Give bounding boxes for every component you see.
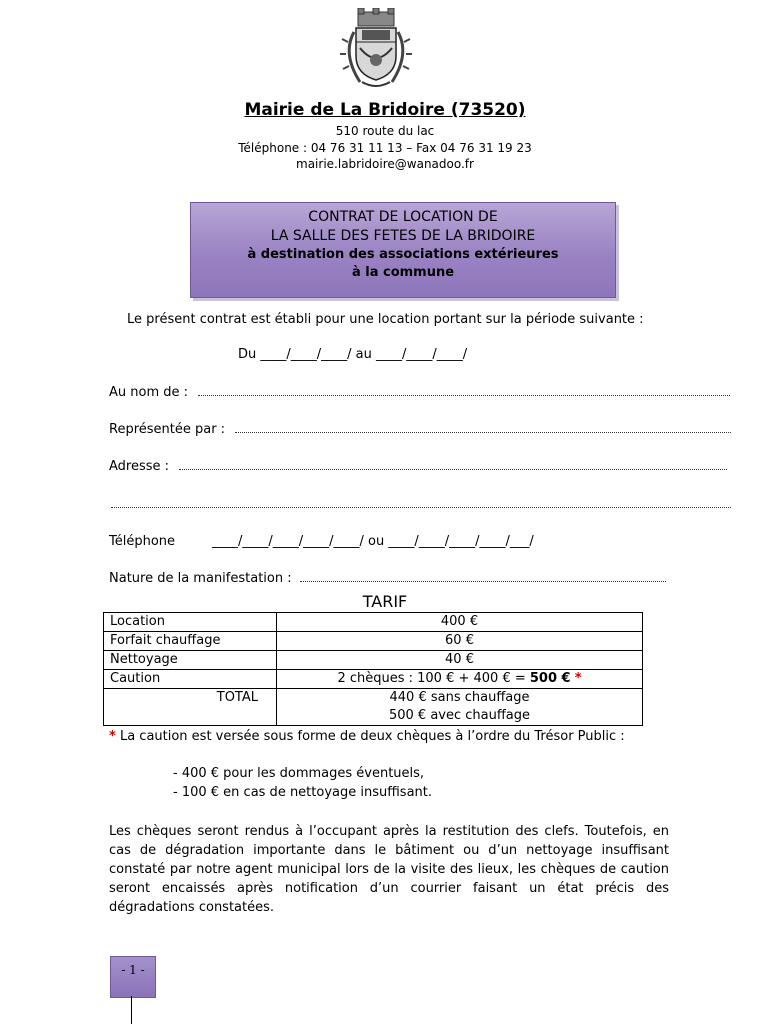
table-row xyxy=(104,670,643,689)
adresse-field-line-2[interactable] xyxy=(111,497,731,512)
nom-row xyxy=(109,385,731,400)
tarif-label: Nettoyage xyxy=(104,651,277,670)
banner-line-3: à destination des associations extérieures xyxy=(247,247,559,262)
representee-label: Représentée par : xyxy=(109,422,226,437)
adresse-row xyxy=(109,459,731,474)
return-paragraph: Les chèques seront rendus à l’occupant après la restitution des clefs. Toutefois, en cas de dégradation importante dans le bâtiment ou d’un nettoyage insuffisant constaté par notre agent municipal lors de la visite des lieux, les chèques de caution seront encaissés après notification d’un courrier faisant un état précis des dégradations constatées. xyxy=(109,824,669,915)
total-value-cell xyxy=(277,689,643,726)
total-line-2: 500 € avec chauffage xyxy=(388,708,531,723)
telephone-row xyxy=(109,534,175,549)
tarif-label: Location xyxy=(104,613,277,632)
caution-value-cell xyxy=(277,670,643,689)
page-number: - 1 - xyxy=(110,956,156,998)
adresse-field-2[interactable] xyxy=(111,497,731,508)
telephone-field[interactable]: ____/____/____/____/____/ ou ____/____/____/____/___/ xyxy=(212,534,534,549)
telephone-label: Téléphone xyxy=(109,534,176,549)
note-star: * xyxy=(109,729,116,744)
caution-star: * xyxy=(574,671,582,686)
table-row xyxy=(104,613,643,632)
caution-label: Caution xyxy=(104,670,277,689)
nom-label: Au nom de : xyxy=(109,385,189,400)
banner-line-1: CONTRAT DE LOCATION DE xyxy=(308,209,498,225)
email: mairie.labridoire@wanadoo.fr xyxy=(296,157,474,171)
caution-total: 500 € xyxy=(529,671,571,686)
banner-line-2: LA SALLE DES FETES DE LA BRIDOIRE xyxy=(270,228,536,244)
note-item-1: - 400 € pour les dommages éventuels, xyxy=(173,766,425,781)
adresse-field[interactable] xyxy=(179,459,727,470)
representee-row xyxy=(109,422,731,437)
period-field: Du ____/____/____/ au ____/____/____/ xyxy=(238,347,468,362)
note-item-2: - 100 € en cas de nettoyage insuffisant. xyxy=(173,785,433,800)
intro-text: Le présent contrat est établi pour une location portant sur la période suivante : xyxy=(127,312,644,327)
table-row xyxy=(104,632,643,651)
total-line-1: 440 € sans chauffage xyxy=(389,690,530,705)
table-row xyxy=(104,689,643,726)
tarif-value: 60 € xyxy=(277,632,643,651)
representee-field[interactable] xyxy=(235,422,731,433)
nature-row xyxy=(109,571,669,586)
phone-fax: Téléphone : 04 76 31 11 13 – Fax 04 76 31 19 23 xyxy=(238,141,532,155)
tarif-title: TARIF xyxy=(362,592,408,611)
tarif-value: 40 € xyxy=(277,651,643,670)
address: 510 route du lac xyxy=(335,124,435,138)
nature-label: Nature de la manifestation : xyxy=(109,571,292,586)
mairie-title: Mairie de La Bridoire (73520) xyxy=(244,100,526,120)
caution-note xyxy=(109,729,625,744)
caution-note-text: La caution est versée sous forme de deux chèques à l’ordre du Trésor Public : xyxy=(119,729,625,744)
nature-field[interactable] xyxy=(300,571,666,582)
tarif-value: 400 € xyxy=(277,613,643,632)
table-row xyxy=(104,651,643,670)
nom-field[interactable] xyxy=(198,385,730,396)
banner-line-4: à la commune xyxy=(351,265,455,280)
caution-value: 2 chèques : 100 € + 400 € = xyxy=(337,671,530,686)
page-divider xyxy=(131,996,132,1024)
coat-of-arms-logo xyxy=(340,8,412,90)
total-label: TOTAL xyxy=(104,689,277,726)
contract-title-banner xyxy=(190,202,616,298)
adresse-label: Adresse : xyxy=(109,459,170,474)
tarif-label: Forfait chauffage xyxy=(104,632,277,651)
tarif-table xyxy=(103,612,643,726)
